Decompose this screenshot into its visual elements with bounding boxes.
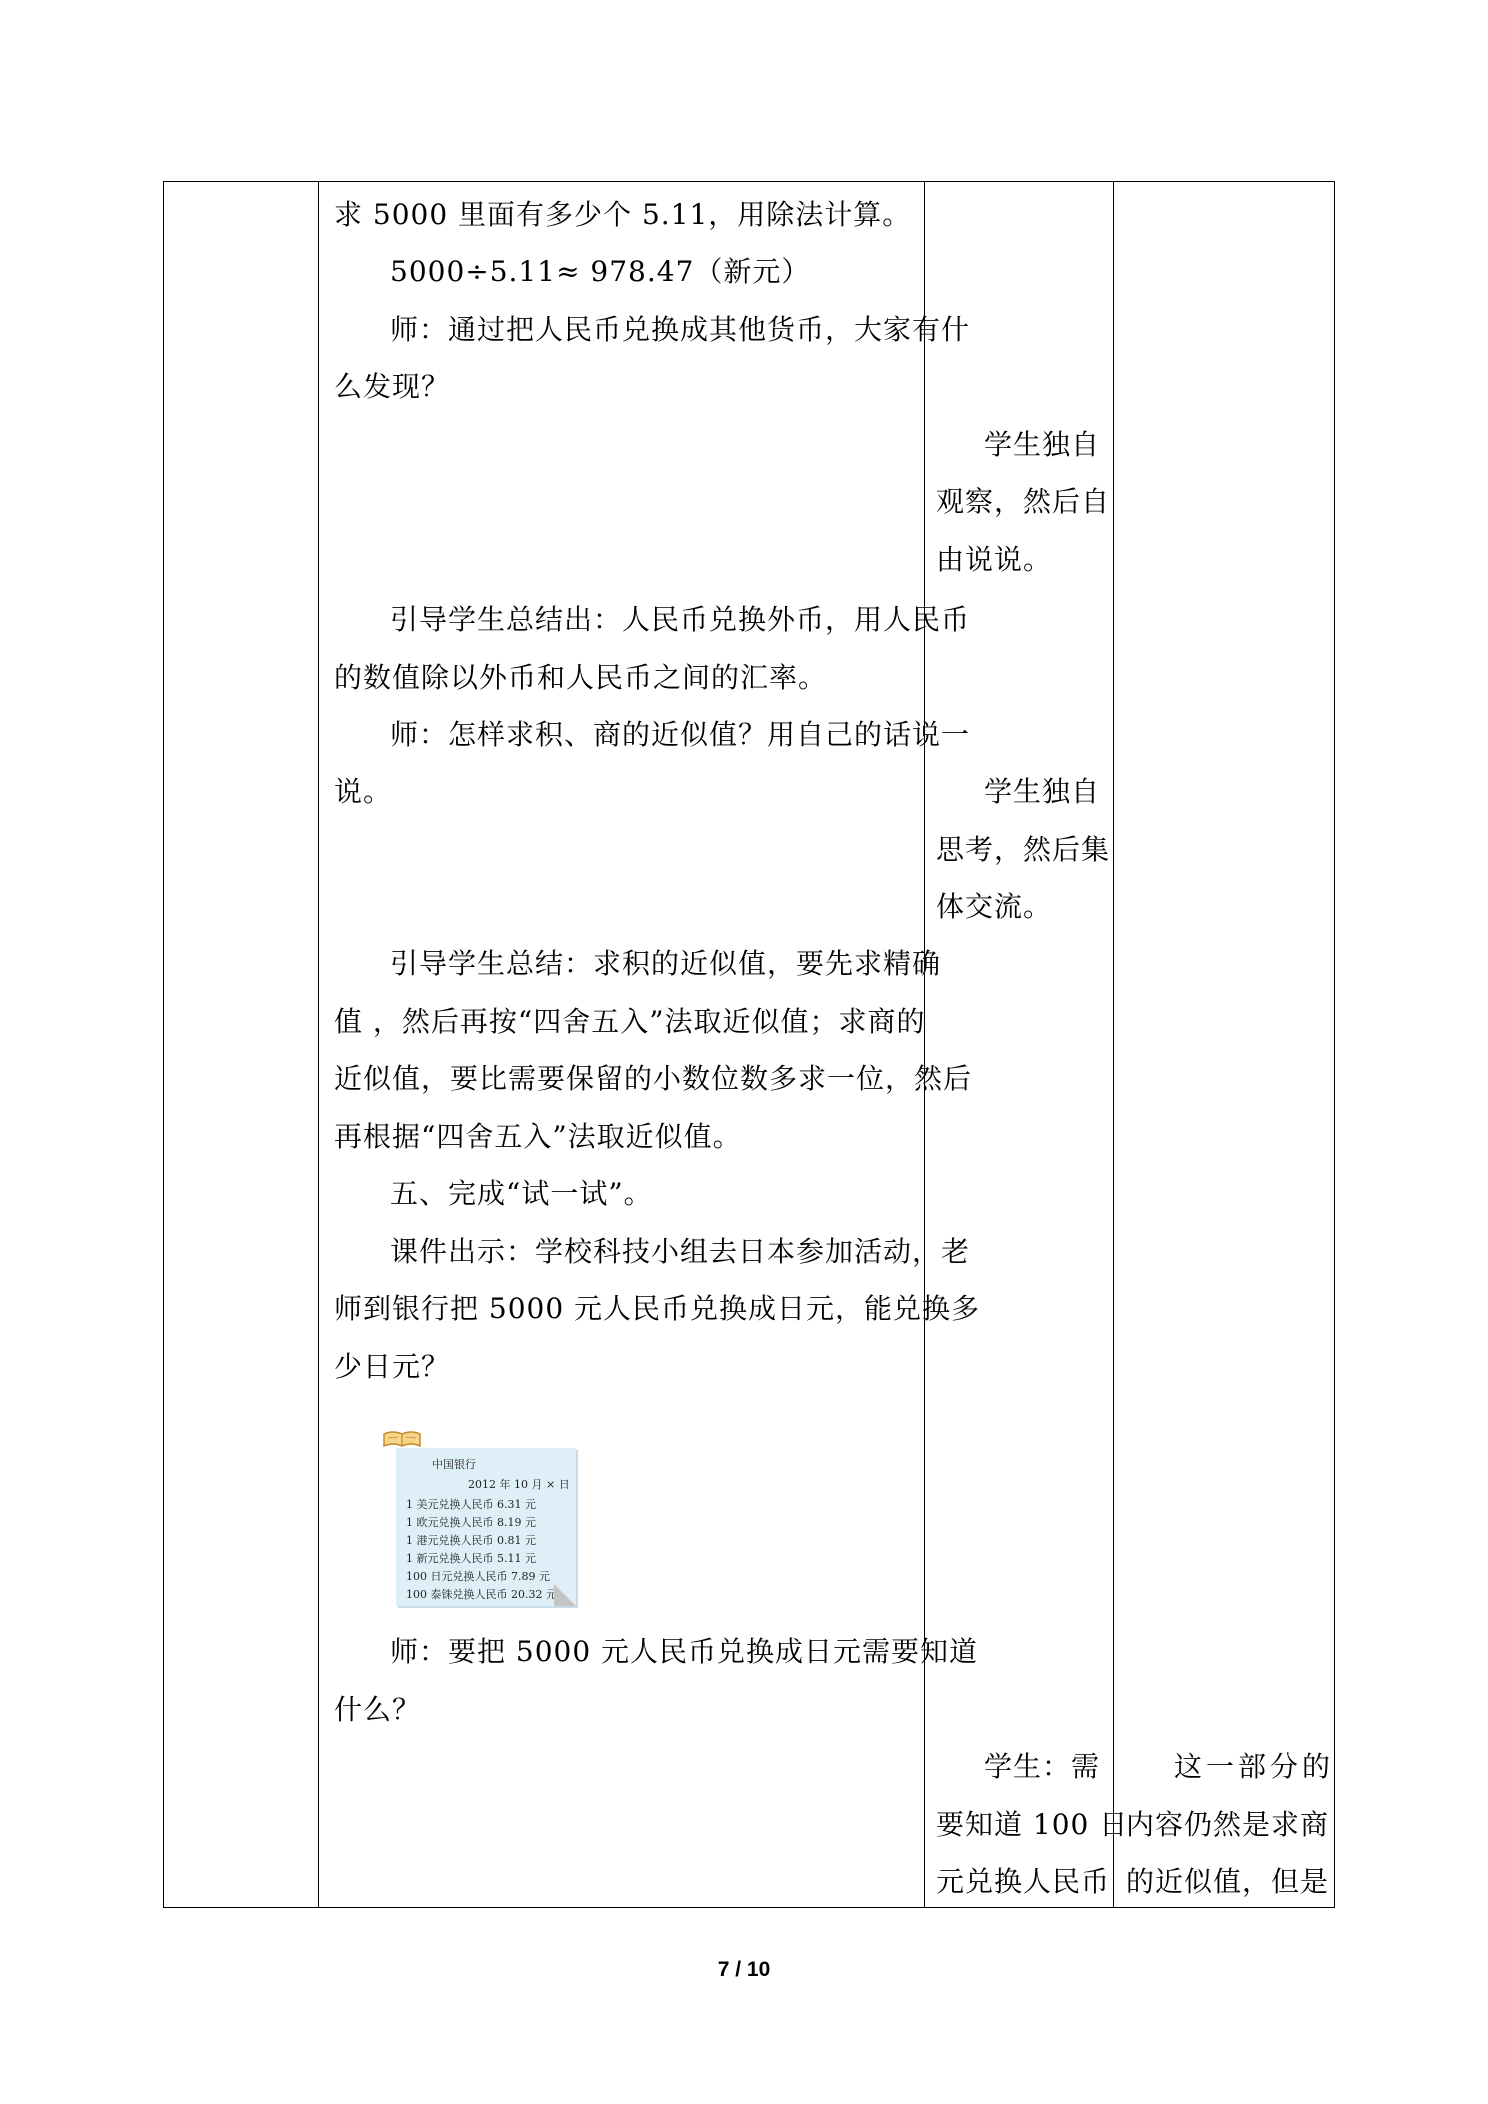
column-divider bbox=[318, 182, 319, 1907]
text-line: 观察，然后自 bbox=[936, 485, 1111, 518]
text-line: 说。 bbox=[334, 775, 393, 808]
section-heading: 五、完成“试一试”。 bbox=[390, 1177, 653, 1210]
lesson-table bbox=[163, 181, 1335, 1908]
formula-line: 5000÷5.11≈ 978.47（新元） bbox=[390, 255, 811, 288]
text-line: 求 5000 里面有多少个 5.11，用除法计算。 bbox=[334, 198, 912, 231]
rate-line: 100 泰铢兑换人民币 20.32 元 bbox=[406, 1588, 557, 1601]
text-line: 要知道 100 日 bbox=[936, 1808, 1129, 1841]
text-line: 的近似值，但是 bbox=[1126, 1865, 1330, 1898]
rate-card bbox=[396, 1448, 576, 1606]
text-line: 内容仍然是求商 bbox=[1126, 1808, 1330, 1841]
text-line: 少日元？ bbox=[334, 1350, 451, 1383]
text-line: 师：通过把人民币兑换成其他货币，大家有什 bbox=[390, 313, 971, 346]
exchange-rate-notice bbox=[382, 1430, 582, 1608]
text-line: 引导学生总结：求积的近似值，要先求精确 bbox=[390, 947, 942, 980]
rate-line: 100 日元兑换人民币 7.89 元 bbox=[406, 1570, 550, 1583]
text-line: 值 ，然后再按“四舍五入”法取近似值；求商的 bbox=[334, 1005, 926, 1038]
column-divider bbox=[1113, 182, 1114, 1907]
text-line: 师：要把 5000 元人民币兑换成日元需要知道 bbox=[390, 1635, 979, 1668]
rate-line: 1 新元兑换人民币 5.11 元 bbox=[406, 1552, 536, 1565]
rate-line: 1 美元兑换人民币 6.31 元 bbox=[406, 1498, 536, 1511]
text-line: 什么？ bbox=[334, 1693, 422, 1726]
text-line: 学生：需 bbox=[984, 1750, 1101, 1783]
text-line: 课件出示：学校科技小组去日本参加活动，老 bbox=[390, 1235, 971, 1268]
page-number: 7 / 10 bbox=[717, 1958, 771, 1981]
text-line: 体交流。 bbox=[936, 890, 1053, 923]
rate-line: 1 港元兑换人民币 0.81 元 bbox=[406, 1534, 536, 1547]
text-line: 学生独自 bbox=[984, 428, 1101, 461]
page-curl-icon bbox=[554, 1584, 576, 1606]
text-line: 近似值，要比需要保留的小数位数多求一位，然后 bbox=[334, 1062, 973, 1095]
open-book-icon bbox=[382, 1430, 422, 1448]
text-line: 师到银行把 5000 元人民币兑换成日元，能兑换多 bbox=[334, 1292, 981, 1325]
rate-line: 1 欧元兑换人民币 8.19 元 bbox=[406, 1516, 536, 1529]
text-line: 这一部分的 bbox=[1174, 1750, 1335, 1783]
text-line: 的数值除以外币和人民币之间的汇率。 bbox=[334, 661, 828, 694]
notice-date: 2012 年 10 月 × 日 bbox=[468, 1478, 570, 1491]
text-line: 再根据“四舍五入”法取近似值。 bbox=[334, 1120, 742, 1153]
text-line: 引导学生总结出：人民币兑换外币，用人民币 bbox=[390, 603, 971, 636]
text-line: 思考，然后集 bbox=[936, 833, 1111, 866]
text-line: 么发现？ bbox=[334, 370, 451, 403]
text-line: 由说说。 bbox=[936, 543, 1053, 576]
bank-name: 中国银行 bbox=[432, 1458, 476, 1471]
text-line: 师：怎样求积、商的近似值？用自己的话说一 bbox=[390, 718, 971, 751]
text-line: 元兑换人民币 bbox=[936, 1865, 1111, 1898]
text-line: 学生独自 bbox=[984, 775, 1101, 808]
